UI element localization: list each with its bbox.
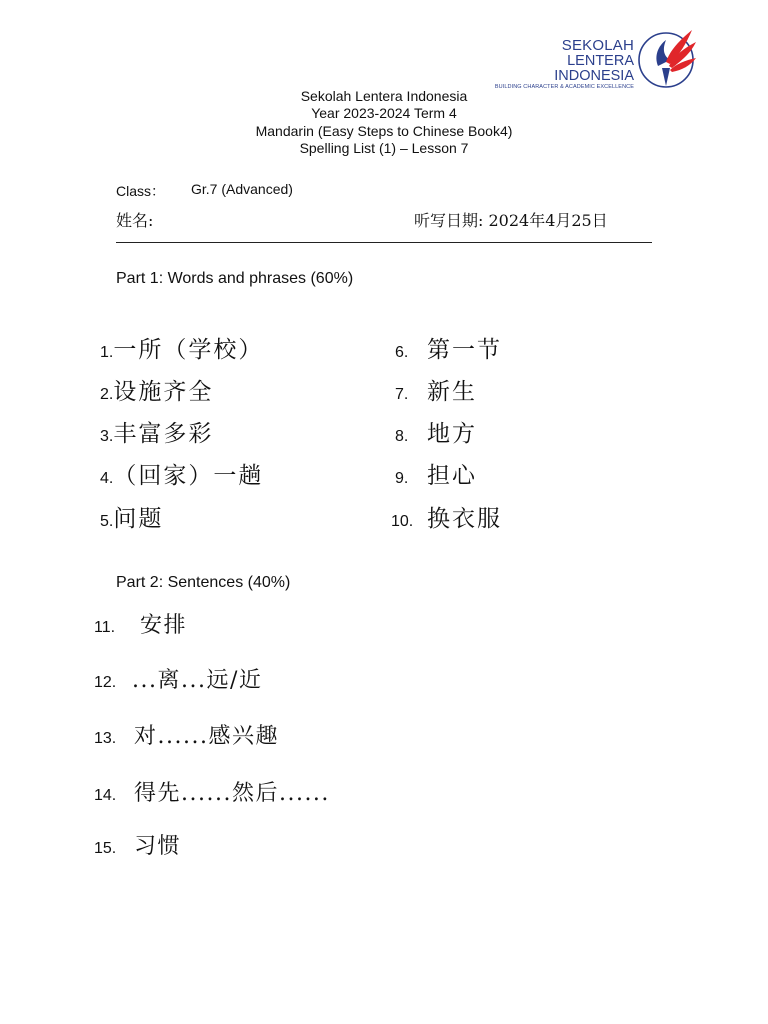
- item-text: 换衣服: [427, 506, 502, 532]
- item-number: 7.: [395, 386, 409, 403]
- list-item: [94, 719, 279, 750]
- item-text: 对......感兴趣: [134, 724, 279, 749]
- logo-line-1: SEKOLAH: [561, 37, 634, 54]
- list-item: [94, 663, 262, 694]
- class-label: Class：: [116, 183, 166, 199]
- item-number: 12.: [94, 674, 117, 691]
- list-item: [395, 331, 502, 364]
- list-item: [94, 776, 330, 807]
- item-number: 8.: [395, 428, 409, 445]
- item-text: 问题: [113, 506, 164, 532]
- school-name: Sekolah Lentera Indonesia: [300, 88, 468, 104]
- item-text: 新生: [427, 379, 477, 405]
- item-number: 14.: [94, 787, 117, 804]
- list-item: [100, 500, 163, 533]
- academic-year: Year 2023-2024 Term 4: [311, 105, 457, 122]
- list-item: [100, 373, 213, 406]
- logo-tagline: BUILDING CHARACTER & ACADEMIC EXCELLENCE: [494, 84, 634, 90]
- item-text: 安排: [140, 613, 188, 638]
- item-number: 9.: [395, 470, 409, 487]
- item-text: 地方: [427, 421, 477, 447]
- torch-emblem-icon: [636, 26, 700, 90]
- list-item: [395, 457, 477, 490]
- item-number: 15.: [94, 840, 117, 857]
- item-text: 担心: [427, 463, 477, 489]
- divider-line: [116, 242, 652, 243]
- part2-title: Part 2: Sentences (40%): [116, 574, 291, 591]
- item-number: 5.: [100, 513, 114, 530]
- item-text: 得先......然后......: [134, 781, 330, 806]
- item-number: 13.: [94, 730, 117, 747]
- list-item: [100, 415, 213, 448]
- logo-text: [486, 38, 634, 91]
- item-text: 设施齐全: [113, 379, 214, 405]
- list-item: [94, 608, 187, 639]
- course-title: Mandarin (Easy Steps to Chinese Book4): [255, 122, 513, 139]
- item-text: 第一节: [427, 337, 502, 363]
- worksheet-header: [0, 88, 768, 157]
- list-item: [94, 829, 181, 860]
- list-item: [395, 373, 477, 406]
- part1-title: Part 1: Words and phrases (60%): [116, 270, 354, 287]
- item-number: 3.: [100, 428, 114, 445]
- list-item: [100, 331, 263, 364]
- item-text: 丰富多彩: [113, 421, 214, 447]
- item-number: 2.: [100, 386, 114, 403]
- spelling-list-title: Spelling List (1) – Lesson 7: [299, 139, 469, 156]
- item-number: 11.: [94, 619, 116, 636]
- list-item: [395, 415, 477, 448]
- list-item: [391, 500, 502, 533]
- item-number: 6.: [395, 344, 409, 361]
- item-text: 一所（学校）: [113, 337, 264, 363]
- list-item: [100, 457, 263, 490]
- item-text: ...离...远/近: [132, 668, 263, 693]
- logo-line-2: LENTERA INDONESIA: [554, 53, 634, 84]
- dictation-date: 听写日期: 2024年4月25日: [414, 211, 608, 230]
- item-number: 4.: [100, 470, 114, 487]
- class-value: Gr.7 (Advanced): [191, 181, 293, 197]
- name-label: 姓名:: [116, 211, 154, 230]
- item-text: 习惯: [134, 834, 182, 859]
- item-number: 10.: [391, 513, 414, 530]
- school-logo: [486, 26, 700, 90]
- item-number: 1.: [100, 344, 114, 361]
- item-text: （回家）一趟: [113, 463, 264, 489]
